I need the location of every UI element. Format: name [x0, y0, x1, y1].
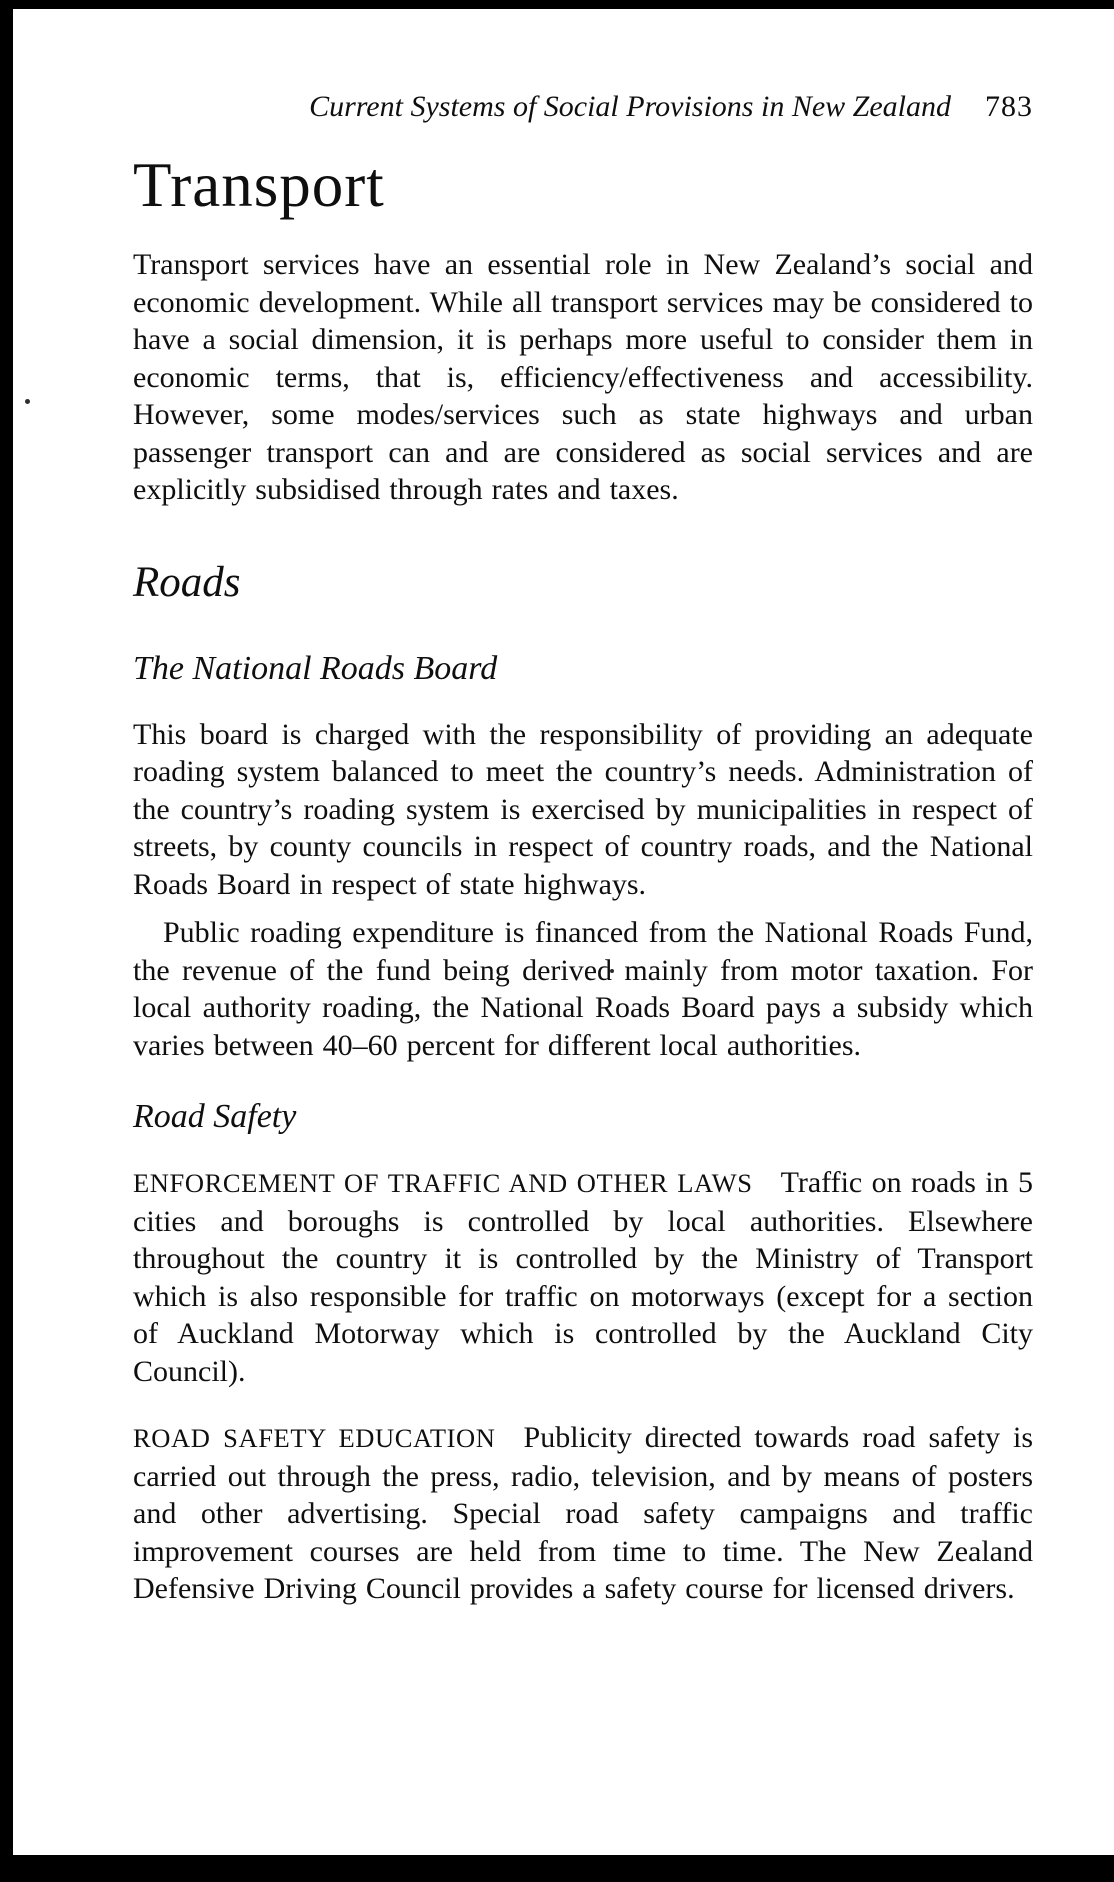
- scan-edge-left: [0, 0, 13, 1882]
- scan-edge-bottom: [0, 1855, 1114, 1882]
- paragraph-enforcement: [133, 1164, 1033, 1390]
- page-content: [133, 0, 1033, 1608]
- paragraph-national-roads-board-1: This board is charged with the responsibility of providing an adequate roading system balanced to meet the country’s needs. Administration of the country’s roading system is exercised by municipalities in respect of streets, by county councils in respect of country roads, and the National Roads Board in respect of state highways.: [133, 717, 1033, 901]
- intro-paragraph: Transport services have an essential role in New Zealand’s social and economic development. While all transport services may be considered to have a social dimension, it is perhaps more useful to consider them in economic terms, that is, efficiency/effectiveness and accessibility. However, some modes/services such as state highways and urban passenger transport can and are considered as social services and are explicitly subsidised through rates and taxes.: [133, 248, 1033, 506]
- paragraph-label-enforcement: ENFORCEMENT OF TRAFFIC AND OTHER LAWS: [133, 1168, 753, 1198]
- subsection-heading-national-roads-board: The National Roads Board: [133, 649, 498, 687]
- paragraph-label-road-safety-education: ROAD SAFETY EDUCATION: [133, 1423, 496, 1453]
- subsection-heading-road-safety: Road Safety: [133, 1098, 297, 1135]
- page-number: 783: [985, 90, 1033, 123]
- running-header: [133, 90, 1033, 124]
- paragraph-text-road-safety-education: Publicity directed towards road safety is carried out through the press, radio, television, and by means of posters and other advertising. Special road safety campaigns and traffic improvement courses are held from time to time. The New Zealand Defensive Driving Council provides a safety course for licensed drivers.: [133, 1421, 1033, 1605]
- running-header-title: Current Systems of Social Provisions in New Zealand: [309, 90, 951, 123]
- paragraph-national-roads-board-2: Public roading expenditure is financed from the National Roads Fund, the revenue of the fund being derived mainly from motor taxation. For local authority roading, the National Roads Board pays a subsidy which varies between 40–60 percent for different local authorities.: [133, 916, 1033, 1062]
- chapter-title: Transport: [133, 150, 385, 220]
- section-heading-roads: Roads: [133, 558, 241, 606]
- scan-speck: [25, 399, 30, 404]
- paragraph-road-safety-education: [133, 1419, 1033, 1608]
- paragraph-text-enforcement: Traffic on roads in 5 cities and boroughs is controlled by local authorities. Elsewhere throughout the country it is controlled by the Ministry of Transport which is also responsible for traffic on motorways (except for a section of Auckland Motorway which is controlled by the Auckland City Council).: [133, 1166, 1034, 1388]
